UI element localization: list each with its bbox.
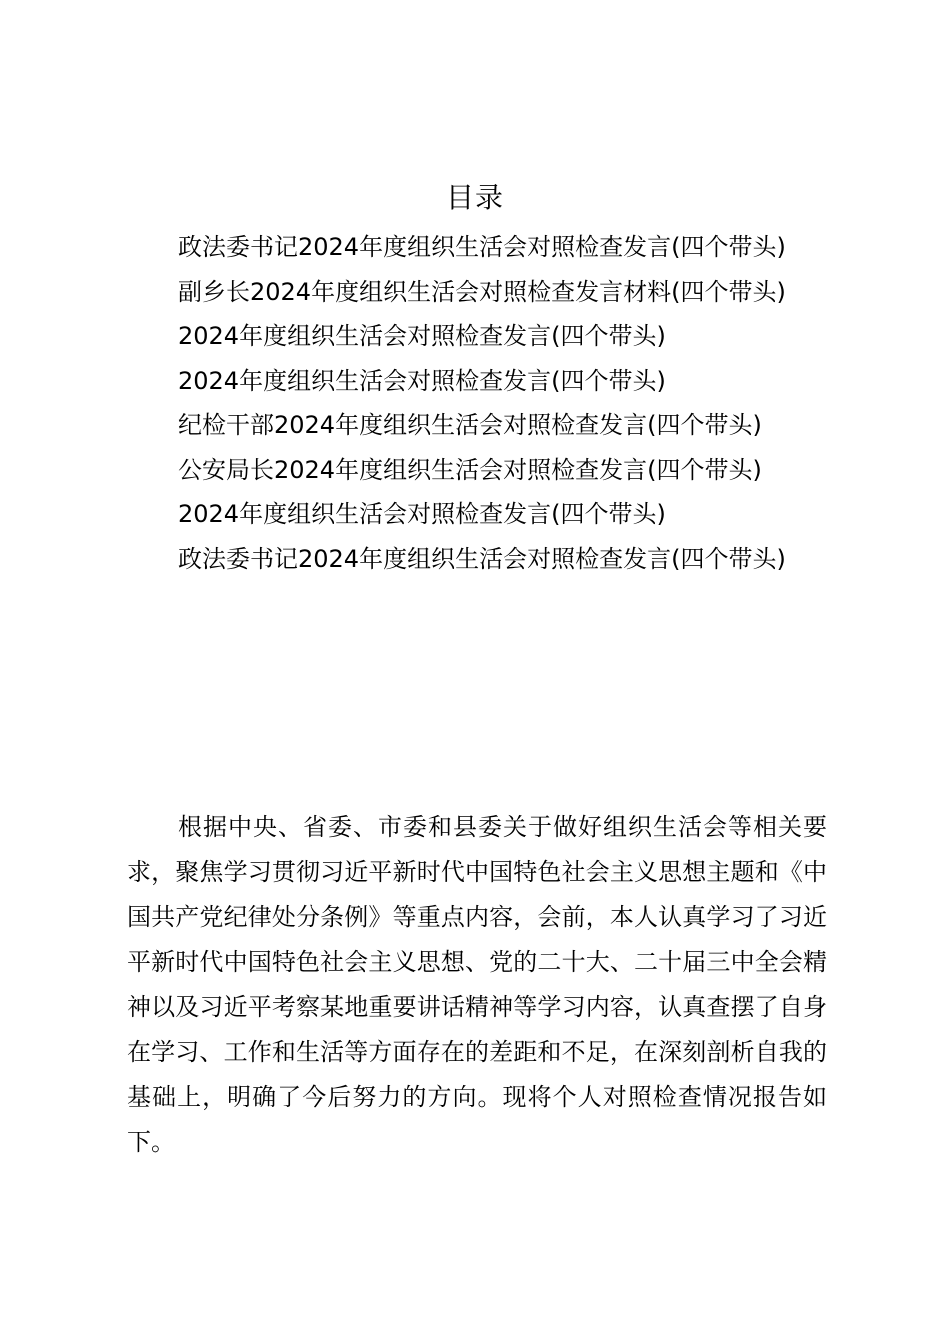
body-paragraph: 根据中央、省委、市委和县委关于做好组织生活会等相关要求，聚焦学习贯彻习近平新时代中国特色社会主义思想主题和《中国共产党纪律处分条例》等重点内容，会前，本人认真学习了习近平新时代中国特色社会主义思想、党的二十大、二十届三中全会精神以及习近平考察某地重要讲话精神等学习内容，认真查摆了自身在学习、工作和生活等方面存在的差距和不足，在深刻剖析自我的基础上，明确了今后努力的方向。现将个人对照检查情况报告如下。 <box>127 813 827 1156</box>
toc-title: 目录 <box>445 181 504 214</box>
toc-item[interactable]: 2024年度组织生活会对照检查发言(四个带头) <box>178 322 666 350</box>
toc-item[interactable]: 副乡长2024年度组织生活会对照检查发言材料(四个带头) <box>178 277 786 306</box>
toc-item[interactable]: 2024年度组织生活会对照检查发言(四个带头) <box>178 500 666 528</box>
toc-item[interactable]: 政法委书记2024年度组织生活会对照检查发言(四个带头) <box>178 544 786 573</box>
toc-item[interactable]: 2024年度组织生活会对照检查发言(四个带头) <box>178 366 666 395</box>
toc-item[interactable]: 政法委书记2024年度组织生活会对照检查发言(四个带头) <box>178 233 786 261</box>
toc-list <box>127 225 827 581</box>
toc-item[interactable]: 公安局长2024年度组织生活会对照检查发言(四个带头) <box>178 455 762 484</box>
toc-item[interactable]: 纪检干部2024年度组织生活会对照检查发言(四个带头) <box>178 411 762 439</box>
